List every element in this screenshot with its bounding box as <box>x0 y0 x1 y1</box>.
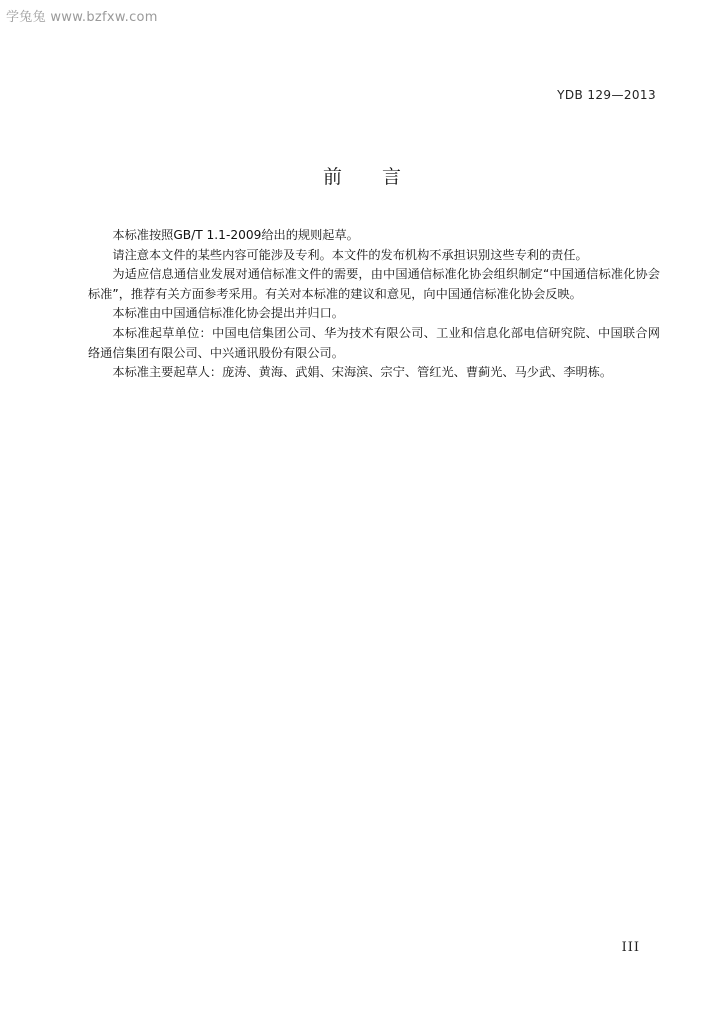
paragraph-patent-notice: 请注意本文件的某些内容可能涉及专利。本文件的发布机构不承担识别这些专利的责任。 <box>112 247 588 262</box>
paragraph-drafters: 本标准主要起草人：庞涛、黄海、武娟、宋海滨、宗宁、管红光、曹蓟光、马少武、李明栋。 <box>112 365 613 380</box>
paragraph-drafting-rules: 本标准按照GB/T 1.1-2009给出的规则起草。 <box>112 228 359 242</box>
page-number: III <box>621 940 640 955</box>
paragraph-proposer: 本标准由中国通信标准化协会提出并归口。 <box>112 306 344 321</box>
document-body <box>88 226 660 383</box>
paragraph-drafting-units: 本标准起草单位：中国电信集团公司、华为技术有限公司、工业和信息化部电信研究院、中国联合网络通信集团有限公司、中兴通讯股份有限公司。 <box>88 325 660 360</box>
page-title: 前言 <box>322 166 441 188</box>
watermark-text: 学兔兔 www.bzfxw.com <box>6 10 158 25</box>
paragraph-purpose: 为适应信息通信业发展对通信标准文件的需要，由中国通信标准化协会组织制定“中国通信标准化协会标准”，推荐有关方面参考采用。有关对本标准的建议和意见，向中国通信标准化协会反映。 <box>88 267 660 301</box>
document-code: YDB 129—2013 <box>557 88 656 102</box>
